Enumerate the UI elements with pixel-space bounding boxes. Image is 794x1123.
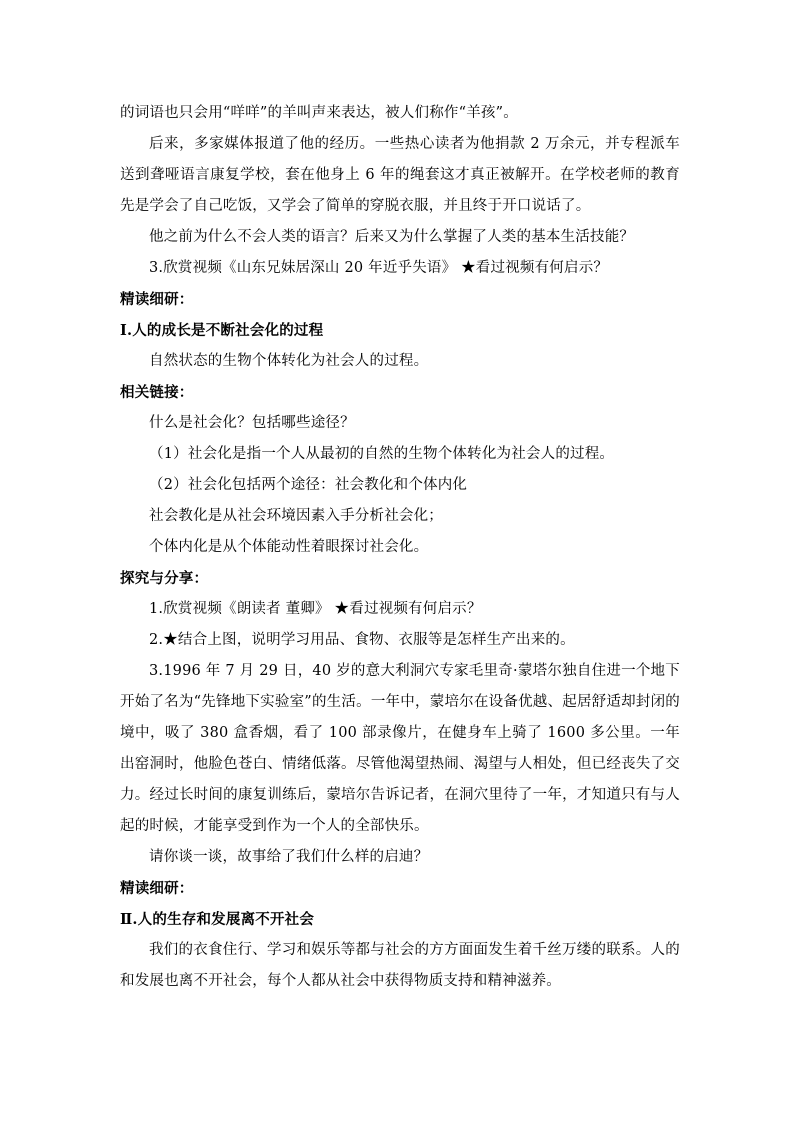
question-line: 他之前为什么不会人类的语言？后来又为什么掌握了人类的基本生活技能？ <box>149 229 635 245</box>
paragraph-line: 送到聋哑语言康复学校，套在他身上 6 年的绳套这才真正被解开。在学校老师的教育 <box>120 167 680 183</box>
section-heading: 探究与分享： <box>120 570 209 587</box>
paragraph-line: 后来，多家媒体报道了他的经历。一些热心读者为他捐款 2 万余元，并专程派车 <box>149 136 680 152</box>
paragraph-line: 我们的衣食住行、学习和娱乐等都与社会的方方面面发生着千丝万缕的联系。人的 <box>149 942 680 958</box>
paragraph-line: 社会教化是从社会环境因素入手分析社会化； <box>149 508 443 524</box>
paragraph-line: 自然状态的生物个体转化为社会人的过程。 <box>149 353 429 369</box>
paragraph-line: 和发展也离不开社会，每个人都从社会中获得物质支持和精神滋养。 <box>120 973 561 989</box>
paragraph-line: 出窑洞时，他脸色苍白、情绪低落。尽管他渴望热闹、渴望与人相处，但已经丧失了交 <box>120 756 680 772</box>
paragraph-line: 先是学会了自己吃饭，又学会了简单的穿脱衣服，并且终于开口说话了。 <box>120 198 591 214</box>
question-line: 请你谈一谈，故事给了我们什么样的启迪？ <box>149 849 429 865</box>
video-task-line: 3.欣赏视频《山东兄妹居深山 20 年近乎失语》 ★看过视频有何启示？ <box>149 260 609 276</box>
section-heading: 相关链接： <box>120 384 194 401</box>
paragraph-line: 开始了名为“先锋地下实验室”的生活。一年中，蒙培尔在设备优越、起居舒适却封闭的 <box>120 694 680 710</box>
list-item: （2）社会化包括两个途径：社会教化和个体内化 <box>149 477 468 493</box>
list-item: （1）社会化是指一个人从最初的自然的生物个体转化为社会人的过程。 <box>149 446 615 462</box>
question-line: 什么是社会化？包括哪些途径？ <box>149 415 355 431</box>
paragraph-line: 3.1996 年 7 月 29 日，40 岁的意大利洞穴专家毛里奇·蒙塔尔独自住进一个地下 <box>149 663 680 679</box>
section-heading: 精读细研： <box>120 291 194 308</box>
paragraph-line: 起的时候，才能享受到作为一个人的全部快乐。 <box>120 818 429 834</box>
paragraph-line: 个体内化是从个体能动性着眼探讨社会化。 <box>149 539 429 555</box>
section-heading: 精读细研： <box>120 880 194 897</box>
paragraph-line: 境中，吸了 380 盒香烟，看了 100 部录像片，在健身车上骑了 1600 多公里。一年 <box>120 725 680 741</box>
paragraph-line: 的词语也只会用“咩咩”的羊叫声来表达，被人们称作“羊孩”。 <box>120 105 518 121</box>
paragraph-line: 力。经过长时间的康复训练后，蒙培尔告诉记者，在洞穴里待了一年，才知道只有与人 <box>120 787 680 803</box>
subsection-heading: Ⅰ.人的成长是不断社会化的过程 <box>120 322 324 339</box>
document-body <box>120 98 680 997</box>
task-line: 2.★结合上图，说明学习用品、食物、衣服等是怎样生产出来的。 <box>149 632 575 648</box>
subsection-heading: Ⅱ.人的生存和发展离不开社会 <box>120 911 315 928</box>
video-task-line: 1.欣赏视频《朗读者 董卿》 ★看过视频有何启示？ <box>149 601 482 617</box>
